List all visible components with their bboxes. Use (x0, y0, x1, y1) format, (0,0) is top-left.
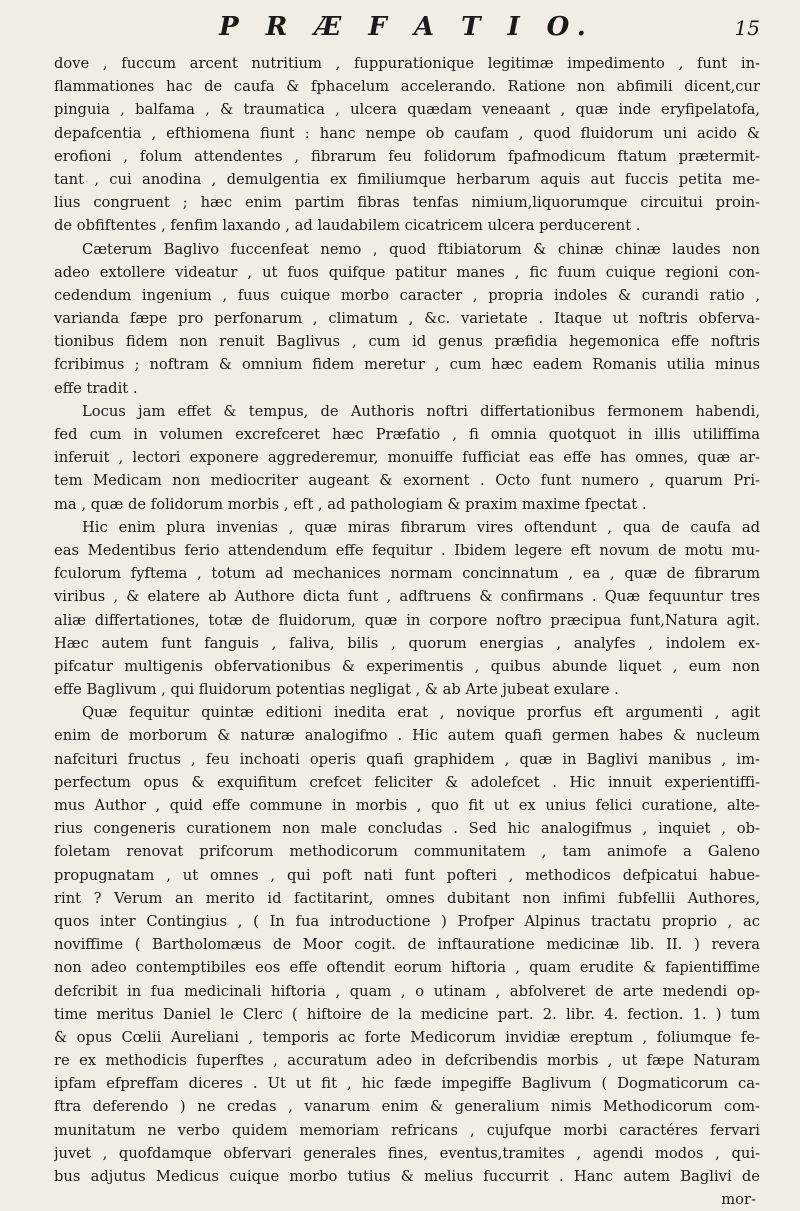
text-line: Hæc autem funt fanguis , faliva, bilis , quorum energias , analyfes , indolem ex- (54, 634, 760, 652)
text-line: viribus , & elatere ab Authore dicta funt , adftruens & confirmans . Quæ fequuntur tres (54, 588, 760, 606)
text-line: aliæ differtationes, totæ de fluidorum, quæ in corpore noftro præcipua funt,Natura agit. (54, 611, 760, 629)
text-line: perfectum opus & exquifitum crefcet feliciter & adolefcet . Hic innuit experientiffi- (54, 773, 760, 791)
text-line: ipfam efpreffam diceres . Ut ut fit , hic fæde impegiffe Baglivum ( Dogmaticorum ca- (54, 1075, 760, 1093)
text-line: rius congeneris curationem non male concludas . Sed hic analogifmus , inquiet , ob- (54, 820, 760, 838)
page-number: 15 (734, 16, 760, 40)
catchword: mor- (721, 1191, 756, 1209)
text-line: noviffime ( Bartholomæus de Moor cogit. de inftauratione medicinæ lib. II. ) revera (54, 936, 760, 954)
text-line: cedendum ingenium , fuus cuique morbo caracter , propria indoles & curandi ratio , (54, 286, 760, 304)
text-line: rint ? Verum an merito id factitarint, omnes dubitant non infimi fubfellii Authores, (54, 889, 760, 907)
text-line: Quæ fequitur quintæ editioni inedita erat , novique prorfus eft argumenti , agit (82, 704, 760, 722)
text-line: non adeo contemptibiles eos effe oftendit eorum hiftoria , quam erudite & fapientiffime (54, 959, 760, 977)
text-line: quos inter Contingius , ( In fua introductione ) Profper Alpinus tractatu proprio , ac (54, 912, 760, 930)
text-line: de obfiftentes , fenfim laxando , ad laudabilem cicatricem ulcera perducerent . (54, 217, 641, 235)
text-line: eas Medentibus ferio attendendum effe fequitur . Ibidem legere eft novum de motu mu- (54, 541, 760, 559)
text-line: pifcatur multigenis obfervationibus & experimentis , quibus abunde liquet , eum non (54, 657, 760, 675)
text-line: enim de morborum & naturæ analogifmo . Hic autem quafi germen habes & nucleum (54, 727, 760, 745)
text-line: Hic enim plura invenias , quæ miras fibrarum vires oftendunt , qua de caufa ad (82, 518, 760, 536)
text-line: mus Author , quid effe commune in morbis , quo fit ut ex unius felici curatione, alte- (54, 797, 760, 814)
text-line: tem Medicam non mediocriter augeant & exornent . Octo funt numero , quarum Pri- (54, 472, 760, 490)
text-line: re ex methodicis fuperftes , accuratum adeo in defcribendis morbis , ut fæpe Naturam (54, 1052, 760, 1070)
page-header (54, 6, 760, 52)
running-title: P R Æ F A T I O. (219, 12, 595, 42)
text-line: erofioni , folum attendentes , fibrarum feu folidorum fpafmodicum ftatum prætermit- (54, 147, 760, 165)
text-line: munitatum ne verbo quidem memoriam refricans , cujufque morbi caractéres fervari (54, 1121, 760, 1139)
text-line: varianda fæpe pro perfonarum , climatum , &c. varietate . Itaque ut noftris obferva- (54, 310, 760, 328)
text-line: foletam renovat prifcorum methodicorum communitatem , tam animofe a Galeno (54, 843, 760, 861)
text-line: Locus jam effet & tempus, de Authoris noftri differtationibus fermonem habendi, (82, 402, 760, 420)
text-line: adeo extollere videatur , ut fuos quifque patitur manes , fic fuum cuique regioni con- (54, 263, 760, 281)
text-line: Cæterum Baglivo fuccenfeat nemo , quod ftibiatorum & chinæ chinæ laudes non (82, 240, 760, 258)
text-line: tionibus fidem non renuit Baglivus , cum id genus præfidia hegemonica effe noftris (54, 333, 760, 351)
text-line: dove , fuccum arcent nutritium , fuppurationique legitimæ impedimento , funt in- (54, 55, 760, 72)
text-line: fed cum in volumen excrefceret hæc Præfatio , fi omnia quotquot in illis utiliffima (54, 426, 760, 443)
text-line: nafcituri fructus , feu inchoati operis quafi graphidem , quæ in Baglivi manibus , im- (54, 750, 760, 768)
text-line: ma , quæ de folidorum morbis , eft , ad pathologiam & praxim maxime fpectat . (54, 495, 647, 513)
text-line: juvet , quofdamque obfervari generales fines, eventus,tramites , agendi modos , qui- (54, 1144, 760, 1162)
text-line: ftra deferendo ) ne credas , vanarum enim & generalium nimis Methodicorum com- (54, 1098, 760, 1116)
text-line: tant , cui anodina , demulgentia ex fimiliumque herbarum aquis aut fuccis petita me- (54, 170, 760, 188)
text-line: inferuit , lectori exponere aggrederemur, monuiffe fufficiat eas effe has omnes, quæ ar- (54, 449, 760, 467)
text-line: effe Baglivum , qui fluidorum potentias negligat , & ab Arte jubeat exulare . (54, 681, 619, 699)
text-line: bus adjutus Medicus cuique morbo tutius & melius fuccurrit . Hanc autem Baglivi de (54, 1168, 760, 1185)
text-line: depafcentia , efthiomena fiunt : hanc nempe ob caufam , quod fluidorum uni acido & (54, 124, 760, 142)
text-line: fculorum fyftema , totum ad mechanices normam concinnatum , ea , quæ de fibrarum (54, 565, 760, 583)
text-line: effe tradit . (54, 379, 138, 397)
text-line: pinguia , balfama , & traumatica , ulcera quædam veneaant , quæ inde eryfipelatofa, (54, 101, 760, 119)
text-line: lius congruent ; hæc enim partim fibras tenfas nimium,liquorumque circuitui proin- (54, 194, 760, 212)
text-line: flammationes hac de caufa & fphacelum accelerando. Ratione non abfimili dicent,cur (54, 78, 760, 96)
body-text (54, 52, 760, 1211)
text-line: defcribit in fua medicinali hiftoria , quam , o utinam , abfolveret de arte medendi op- (54, 982, 760, 1000)
text-line: time meritus Daniel le Clerc ( hiftoire de la medicine part. 2. libr. 4. fection. 1. ) tum (54, 1005, 760, 1023)
text-line: fcribimus ; noftram & omnium fidem meretur , cum hæc eadem Romanis utilia minus (54, 356, 760, 374)
text-line: & opus Cœlii Aureliani , temporis ac forte Medicorum invidiæ ereptum , foliumque fe- (54, 1028, 760, 1046)
text-line: propugnatam , ut omnes , qui poft nati funt pofteri , methodicos defpicatui habue- (54, 866, 760, 884)
